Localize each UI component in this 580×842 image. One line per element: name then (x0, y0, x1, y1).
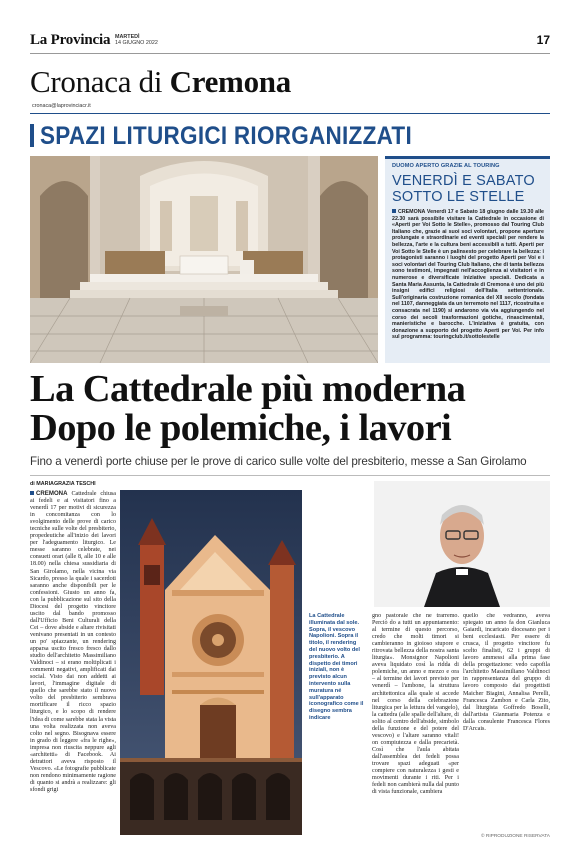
article-subhead: Fino a venerdì porte chiuse per le prove di carico sulle volte del presbiterio, messe a San Girolamo (30, 455, 527, 468)
bishop-portrait-photo (374, 481, 550, 607)
issue-date-text: 14 GIUGNO 2022 (115, 40, 158, 47)
newspaper-logo[interactable]: La Provincia (30, 32, 111, 48)
box-lead: CREMONA (398, 209, 426, 215)
presbytery-rendering-photo (30, 156, 378, 363)
article-kicker: SPAZI LITURGICI RIORGANIZZATI (40, 122, 412, 150)
kicker-accent (30, 124, 34, 147)
article-column-3-text: gno pastorale che ne trarremo. Perciò do a tutti un appuntamento: al termine di questo percorso, credo che molti timori si cambieranno in gioioso stupore e ritrovata bellezza della nostra santa liturgia». Monsignor Napolioni aveva liquidato così la ridda di polemiche, un anno e mezzo e ora – al termine dei lavori previsto per venerdì – l'ambone, la struttura architettonica alla quale si accede nel corso della celebrazione liturgica per la lettura del vangelo), la cattedra (alle spalle dell'altare, di solito al centro dell'abside, simbolo della funzione e del potere del vescovo) e l'altare saranno vitali! on compiutezza e dalla precarietà. Così che l'aula abitata dall'assemblea dei fedeli possa trovare spazi adeguati «per compiere con naturalezza i gesti e movimenti durante i riti. Per i fedeli non cambierà nulla dal punto di vista funzionale, cambiera (372, 613, 459, 796)
headline-line2: Dopo le polemiche, i lavori (30, 407, 452, 449)
subhead-divider (30, 475, 550, 476)
square-bullet-icon (392, 209, 396, 213)
article-headline (30, 370, 550, 448)
section-email[interactable]: cronaca@laprovinciacr.it (32, 103, 91, 109)
section-title-prefix: Cronaca di (30, 64, 163, 99)
section-title (30, 65, 291, 99)
cathedral-illustration (120, 490, 302, 835)
issue-day: MARTEDÌ (115, 34, 140, 40)
masthead (30, 30, 550, 54)
cathedral-facade-photo (120, 490, 302, 835)
box-label: DUOMO APERTO GRAZIE AL TOURING (392, 163, 500, 169)
copyright-notice: © RIPRODUZIONE RISERVATA (480, 834, 550, 839)
article-column-4-text: quello che vedranno, aveva spiegato un anno fa don Gianluca Gaiardi, incaricato diocesano per i beni ecclesiasti. Per essere di crusca, il progetto vincitore fu scelto finalisti, 62 i gruppi di lavoro ammessi alla prima fase della progettazione: vedo capofila l'architetto Massimiliano Valdinoci in rappresentanza del gruppo di lavoro composto dai progettisti Maicher Biagini, Annalisa Perelli, Francesca Zambon e Carla Zito, dal liturgista Goffredo Boselli, dall'artista Gianmaria Potenza e dalla consulente Francesca Flores D'Arcais. (463, 613, 550, 732)
box-text: Venerdì 17 e Sabato 18 giugno dalle 19.30 alle 22.30 sarà possibile visitare la Cattedrale in occasione di «Aperti per Voi Sotto le Stelle», promosso dal Touring Club Italiano che, grazie ai suoi soci volontari, propone aperture prolungate e straordinarie ed eventi speciali per rendere la bellezza, l'arte e la cultura beni accessibili a tutti. Aperti per Voi Sotto le Stelle è un palinsesto per celebrare la bellezza: i protagonisti saranno i luoghi del progetto Aperti per Voi e i soci volontari del Touring Club Italiano, che di tanta bellezza sono testimoni, impegnati nell'accoglienza ai visitatori e in numerose e diversificate iniziative speciali. Dedicata a Santa Maria Assunta, la Cattedrale di Cremona è uno dei più insigni edifici religiosi dell'Italia settentrionale. Sull'originaria costruzione romanica del XII secolo (fondata nel 1107, danneggiata da un terremoto nel 1117, ricostruita e consacrata nel 1190) si andarono via via aggiungendo nel corso dei secoli trasformazioni gotiche, rinascimentali, manieristiche e barocche. L'iniziativa è gratuita, con donazione a supporto del progetto Aperti per Voi. Per info sul programma: touringclub.it/sottolestelle (392, 209, 544, 341)
photo-caption: La Cattedrale illuminata dal sole. Sopra, il vescovo Napolioni. Sopra il titolo, il rendering del nuovo volto del presbiterio. A dispetto dei timori iniziali, non è previsto alcun intervento sulla muratura né sull'apparato iconografico come il disegno sembra indicare (309, 613, 364, 721)
square-bullet-icon (30, 491, 34, 495)
kicker-bar (30, 119, 550, 152)
portrait-illustration (374, 481, 550, 607)
box-title (392, 173, 544, 205)
article-column-4 (463, 613, 550, 835)
rendering-illustration (30, 156, 378, 363)
article-byline: di MARIAGRAZIA TESCHI (30, 481, 96, 487)
box-body (392, 209, 544, 359)
article-column-1-text: Cattedrale chiusa ai fedeli e ai visitatori fino a venerdì 17 per motivi di sicurezza in concomitanza con lo svolgimento delle prove di carico tecniche sulle volte del presbiterio, propedeutiche all'inizio dei lavori per l'adeguamento liturgico. Le messe saranno celebrate, nei consueti orari (alle 8, alle 10 e alle 18.00) nella chiesa sussidiaria di San Girolamo, nella vicina via Sicardo, presso la quale i sacerdoti saranno anche disponibili per le confessioni. Giusto un anno fa, con la pubblicazione sul sito della Diocesi del progetto vincitore uscito dal bando promosso dall'Ufficio Beni Culturali della Cei – dove abside e altare rivisitati venivano presentati in un contesto un po' spiazzante, un rendering apparsa uscito fresco fresco dallo studio dell'architetto Massimiliano Valdinoci – si erano moltiplicati i commenti negativi, amplificati dai social. Visto dai non addetti ai lavori, l'immagine digitale di quello che sarebbe stato il nuovo volto del presbiterio sembrava mortificare il ricco spazio liturgico, e lo scopo di rendere l'idea di come sarebbe stata la vista una volta realizzata non aveva colto nel segno. Bisognava essere in grado di leggere «fra le righe», impresa non riuscita neppure agli «architetti» di Facebook. Ai detrattori aveva risposto il Vescovo. «Le fotografie pubblicate non rendono minimamente ragione di quanto si andrà a realizzare: gli sfondi grigi (30, 491, 116, 793)
section-divider (30, 113, 550, 114)
box-title-line2: SOTTO LE STELLE (392, 189, 525, 205)
issue-date (115, 34, 158, 47)
article-column-1 (30, 490, 116, 842)
touring-info-box (385, 156, 550, 363)
box-title-line1: VENERDÌ E SABATO (392, 173, 535, 189)
section-title-city: Cremona (169, 64, 291, 99)
article-lead: CREMONA (36, 490, 68, 497)
page-number: 17 (536, 33, 550, 47)
article-column-3 (372, 613, 459, 835)
headline-line1: La Cattedrale più moderna (30, 368, 466, 410)
